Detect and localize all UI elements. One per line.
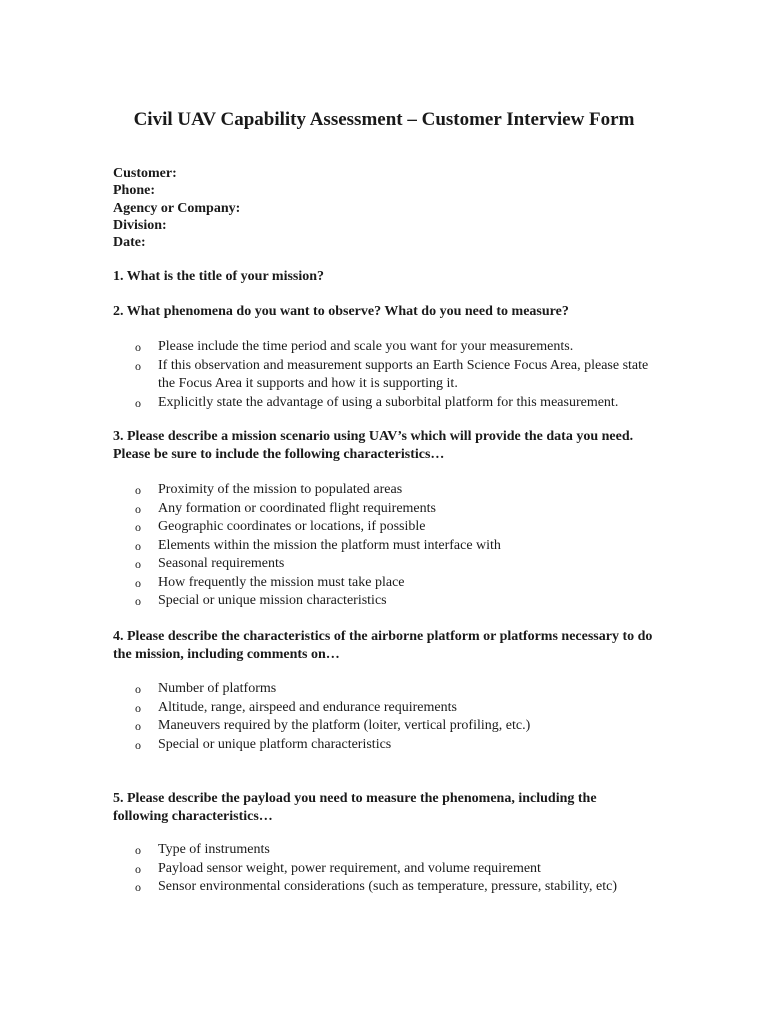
question-4: 4. Please describe the characteristics of the airborne platform or platforms necessary to do the mission, including comments on… (113, 629, 653, 662)
question-1: 1. What is the title of your mission? (113, 269, 325, 284)
bullet-icon: o (135, 880, 141, 894)
question-4-list (0, 680, 768, 754)
bullet-icon: o (135, 594, 141, 608)
list-item-text: Altitude, range, airspeed and endurance requirements (158, 699, 457, 715)
list-item-text: Payload sensor weight, power requirement, and volume requirement (158, 860, 541, 876)
customer-info-fields (113, 165, 240, 251)
list-item (0, 357, 768, 394)
bullet-icon: o (135, 682, 141, 696)
list-item (0, 841, 768, 860)
list-item (0, 878, 768, 897)
list-item (0, 592, 768, 611)
list-item (0, 699, 768, 718)
bullet-icon: o (135, 395, 141, 410)
list-item (0, 680, 768, 699)
list-item-text: If this observation and measurement supports an Earth Science Focus Area, please state the Focus Area it supports and how it is supporting it. (158, 357, 649, 391)
list-item (0, 518, 768, 537)
phone-label: Phone: (113, 183, 155, 199)
bullet-icon: o (135, 861, 141, 876)
list-item-text: Type of instruments (158, 842, 270, 857)
question-2-list (0, 338, 768, 412)
list-item-text: Proximity of the mission to populated areas (158, 482, 403, 497)
bullet-icon: o (135, 843, 141, 857)
question-2: 2. What phenomena do you want to observe? What do you need to measure? (113, 304, 569, 319)
question-5: 5. Please describe the payload you need to measure the phenomena, including the following characteristics… (113, 791, 597, 824)
date-label: Date: (113, 235, 146, 251)
list-item (0, 717, 768, 736)
list-item-text: Geographic coordinates or locations, if possible (158, 519, 426, 534)
list-item-text: Maneuvers required by the platform (loiter, vertical profiling, etc.) (158, 718, 531, 733)
list-item-text: Special or unique platform characteristics (158, 736, 392, 752)
agency-label: Agency or Company: (113, 200, 241, 216)
list-item (0, 860, 768, 879)
bullet-icon: o (135, 358, 141, 373)
customer-label: Customer: (113, 166, 177, 181)
bullet-icon: o (135, 557, 141, 571)
list-item (0, 338, 768, 357)
list-item-text: Please include the time period and scale you want for your measurements. (158, 339, 574, 354)
bullet-icon: o (135, 737, 141, 752)
division-label: Division: (113, 217, 167, 233)
question-3: 3. Please describe a mission scenario using UAV’s which will provide the data you need. Please be sure to include the following characteristics… (113, 429, 634, 462)
list-item-text: Elements within the mission the platform must interface with (158, 537, 501, 553)
question-5-list (0, 841, 768, 897)
list-item (0, 500, 768, 519)
list-item-text: Sensor environmental considerations (such as temperature, pressure, stability, etc) (158, 879, 618, 894)
list-item (0, 481, 768, 500)
bullet-icon: o (135, 340, 141, 354)
list-item-text: Special or unique mission characteristics (158, 593, 387, 608)
list-item-text: How frequently the mission must take place (158, 574, 405, 590)
bullet-icon: o (135, 520, 141, 534)
list-item-text: Any formation or coordinated flight requirements (158, 500, 436, 516)
list-item (0, 394, 768, 413)
list-item (0, 555, 768, 574)
bullet-icon: o (135, 483, 141, 497)
list-item-text: Number of platforms (158, 681, 277, 696)
bullet-icon: o (135, 719, 141, 733)
bullet-icon: o (135, 538, 141, 553)
list-item (0, 537, 768, 556)
list-item-text: Explicitly state the advantage of using a suborbital platform for this measurement. (158, 394, 619, 410)
document-title: Civil UAV Capability Assessment – Customer Interview Form (133, 109, 635, 130)
bullet-icon: o (135, 501, 141, 516)
list-item (0, 736, 768, 755)
list-item-text: Seasonal requirements (158, 556, 285, 571)
list-item (0, 574, 768, 593)
bullet-icon: o (135, 700, 141, 715)
bullet-icon: o (135, 575, 141, 590)
question-3-list (0, 481, 768, 611)
